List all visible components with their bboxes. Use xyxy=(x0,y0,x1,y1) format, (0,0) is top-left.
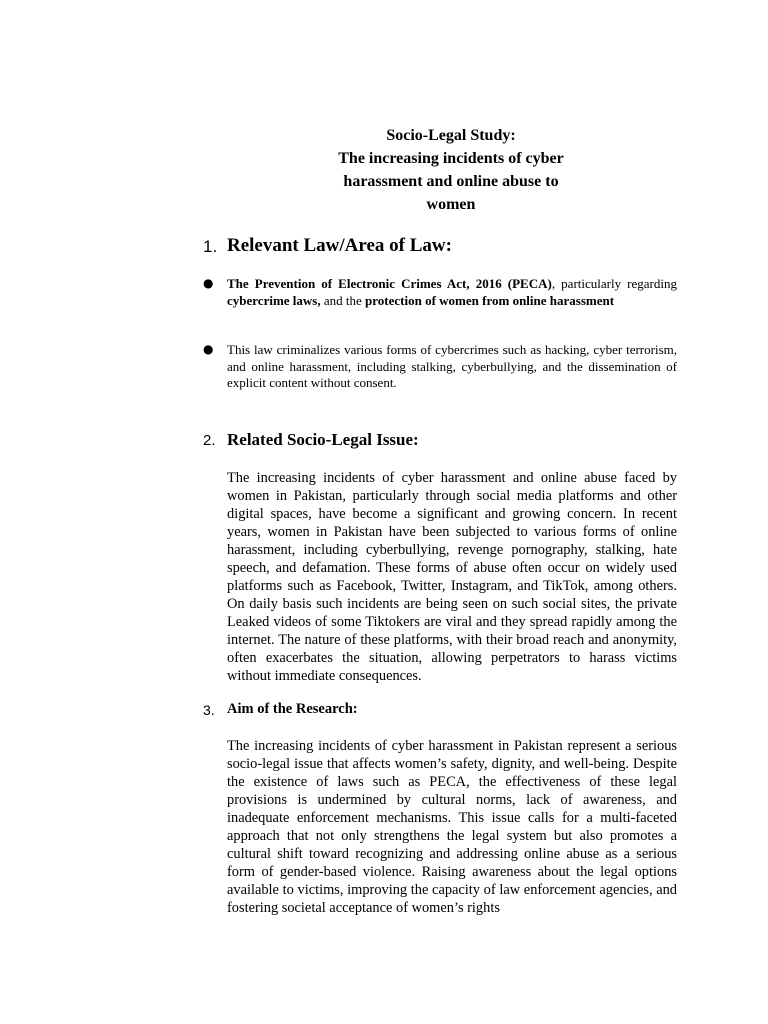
section-3-heading: Aim of the Research: xyxy=(227,701,358,717)
title-line-1: Socio-Legal Study: xyxy=(386,127,516,144)
cybercrime-laws: cybercrime laws, xyxy=(227,292,321,308)
section-3-number: 3. xyxy=(203,702,215,718)
protection-of-women: protection of women from online harassment xyxy=(365,292,615,308)
section-2-paragraph: The increasing incidents of cyber harassment and online abuse faced by women in Pakistan, particularly through social media platforms and other digital spaces, have become a significant and growing concern. In recent years, women in Pakistan have been subjected to various forms of online harassment, including cyberbullying, revenge pornography, stalking, hate speech, and defamation. These forms of abuse often occur on widely used platforms such as Facebook, Twitter, Instagram, and TikTok, among others. On daily basis such incidents are being seen on such social sites, the private Leaked videos of some Tiktokers are viral and they spread rapidly among the internet. The nature of these platforms, with their broad reach and anonymity, often exacerbates the situation, allowing perpetrators to harass victims without immediate consequences. xyxy=(227,470,677,684)
bullet-icon: ● xyxy=(203,342,214,356)
document-title xyxy=(300,124,602,216)
section-1-number: 1. xyxy=(203,237,218,256)
title-line-3: harassment and online abuse to xyxy=(343,173,559,190)
bullet-connector-2: and the xyxy=(320,292,366,308)
bullet-peca xyxy=(227,276,677,309)
bullet-criminalizes: This law criminalizes various forms of cybercrimes such as hacking, cyber terrorism, and online harassment, including stalking, cyberbullying, and the dissemination of explicit content without consent. xyxy=(227,342,677,391)
title-line-2: The increasing incidents of cyber xyxy=(338,150,564,167)
bullet-icon: ● xyxy=(203,276,214,290)
title-line-4: women xyxy=(426,196,476,213)
section-1-heading: Relevant Law/Area of Law: xyxy=(227,235,452,256)
peca-act-name: The Prevention of Electronic Crimes Act, 2016 (PECA) xyxy=(227,276,552,291)
section-2-number: 2. xyxy=(203,432,216,449)
section-3-paragraph: The increasing incidents of cyber harassment in Pakistan represent a serious socio-legal issue that affects women’s safety, dignity, and well-being. Despite the existence of laws such as PECA, the effectiveness of these legal provisions is undermined by cultural norms, lack of awareness, and inadequate enforcement mechanisms. This issue calls for a multi-faceted approach that not only strengthens the legal system but also promotes a cultural shift toward recognizing and addressing online abuse as a serious form of gender-based violence. Raising awareness about the legal options available to victims, improving the capacity of law enforcement agencies, and fostering societal acceptance of women’s rights xyxy=(227,738,677,916)
section-2-heading: Related Socio-Legal Issue: xyxy=(227,430,419,449)
bullet-connector-1: , particularly regarding xyxy=(551,276,677,291)
